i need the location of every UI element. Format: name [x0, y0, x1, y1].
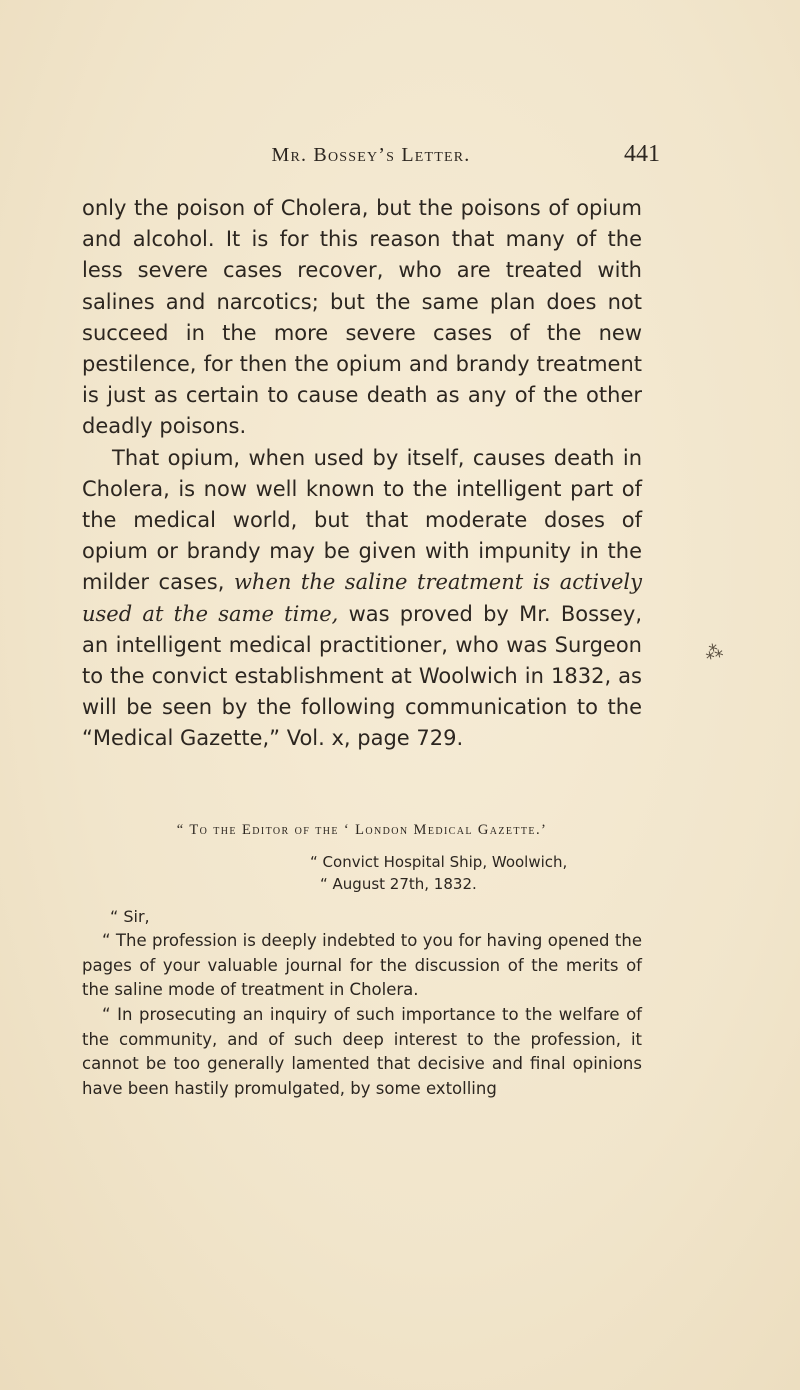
page-header [82, 141, 660, 174]
paragraph-1: only the poison of Cholera, but the poisons of opium and alcohol. It is for this reason that many of the less severe cases recover, who are treated with salines and narcotics; but the same plan does not succeed in the more severe cases of the new pestilence, for then the opium and brandy treatment is just as certain to cause death as any of the other deadly poisons. [82, 196, 642, 439]
quoted-letter [82, 818, 642, 1101]
letter-paragraph-2: “ In prosecuting an inquiry of such importance to the welfare of the community, and of such deep interest to the profession, it cannot be too generally lamented that decisive and final opinions have been hastily promulgated, by some extolling [82, 1004, 642, 1098]
letter-address [82, 851, 642, 895]
paragraph-2-italic: when the saline treatment is actively used at the same time, [82, 570, 642, 626]
page-number: 441 [624, 141, 660, 167]
letter-paragraph-1: “ The profession is deeply indebted to you for having opened the pages of your valuable journal for the discussion of the merits of the saline mode of treatment in Cholera. [82, 931, 642, 1000]
paragraph-2-start: That opium, when used by itself, causes death in Cholera, is now well known to the intelligent part of the medical world, but that moderate doses of opium or brandy may be given with impunity in the milder cases, [82, 445, 642, 595]
address-line-2: “ August 27th, 1832. [320, 874, 477, 893]
paragraph-2 [82, 443, 642, 755]
margin-mark: ⁂ [703, 640, 725, 665]
address-line-1: “ Convict Hospital Ship, Woolwich, [310, 852, 568, 871]
letter-salutation: “ Sir, [110, 906, 150, 926]
main-text [82, 193, 642, 755]
paragraph-2-end: was proved by Mr. Bossey, an intelligent medical practitioner, who was Surgeon to the convict establishment at Woolwich in 1832, as will be seen by the following communication to the “Medical Gazette,” Vol. x, page 729. [82, 601, 642, 751]
letter-title: “ To the Editor of the ‘ London Medical Gazette.’ [176, 822, 548, 838]
running-head: Mr. Bossey’s Letter. [271, 144, 471, 166]
